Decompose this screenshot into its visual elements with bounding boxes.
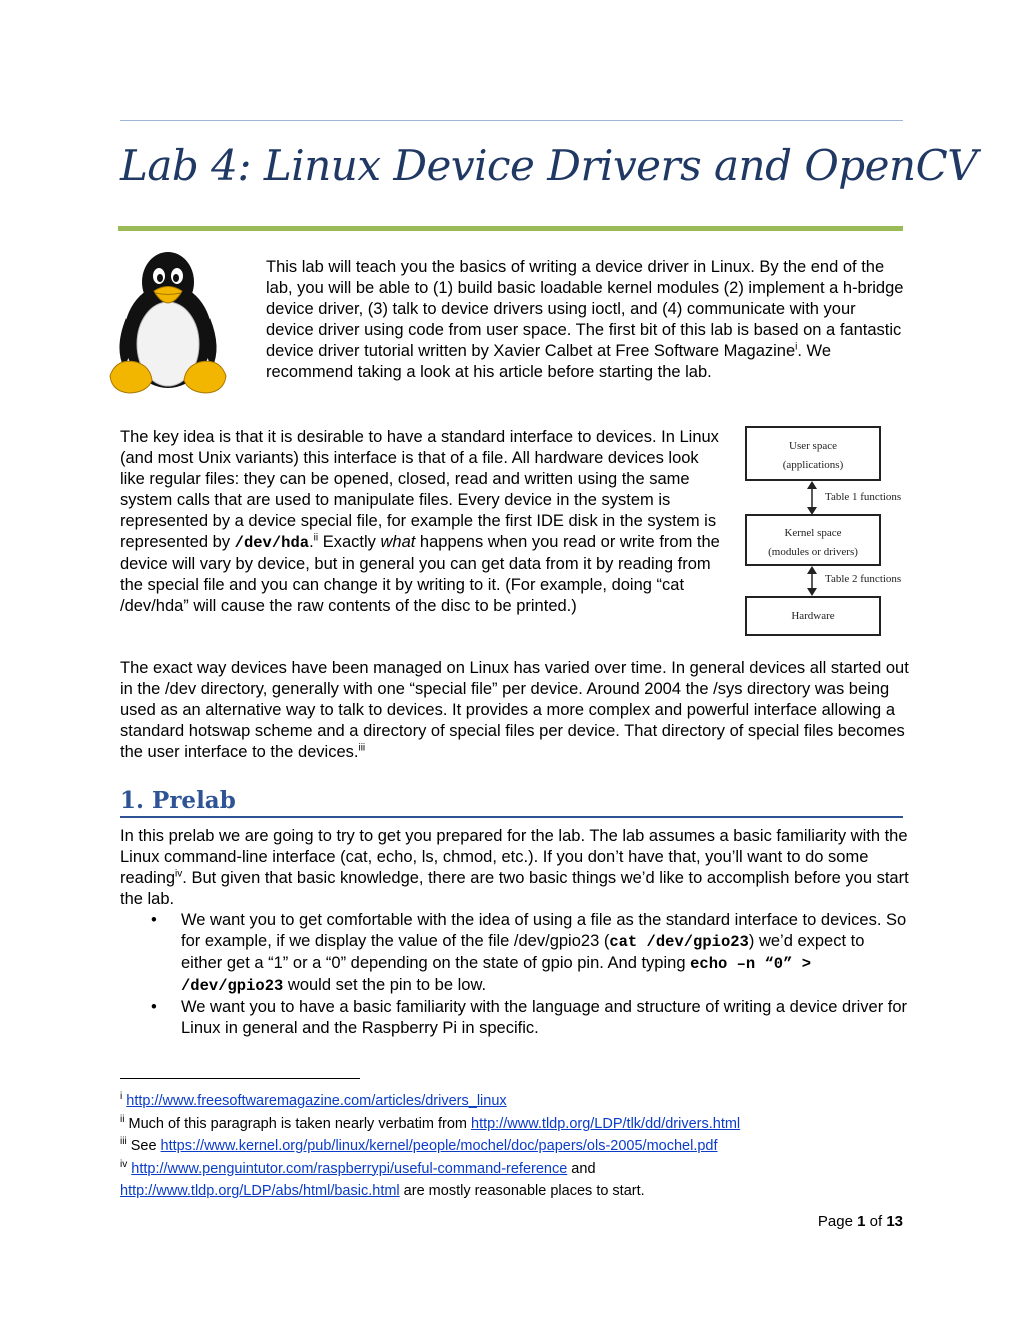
bullet-text: ) we’d expect to either get a “1” or a “0” depending on the state of gpio pin. And typing — [181, 932, 865, 972]
footnote-ref[interactable]: ii — [313, 532, 319, 544]
key-idea-period: . — [309, 533, 314, 551]
prelab-goals-list — [120, 910, 910, 1039]
user-space-label: User space — [789, 440, 837, 452]
footnote-text: Much of this paragraph is taken nearly verbatim from — [128, 1115, 471, 1132]
footnote-link[interactable]: http://www.penguintutor.com/raspberrypi/useful-command-reference — [131, 1160, 568, 1177]
history-paragraph — [120, 658, 910, 763]
footnote-text: and — [567, 1160, 596, 1177]
footnote-ref[interactable]: i — [795, 341, 798, 353]
emphasis: what — [380, 533, 416, 551]
intro-text-tail: . We recommend taking a look at his article before starting the lab. — [266, 342, 832, 381]
footnote-mark: i — [120, 1091, 123, 1103]
bullet-text: We want you to have a basic familiarity with the language and structure of writing a device driver for Linux in general and the Raspberry Pi in specific. — [181, 998, 908, 1037]
footnote-4 — [120, 1158, 910, 1181]
footnote-mark: ii — [120, 1113, 125, 1125]
footnote-mark: iv — [120, 1158, 128, 1170]
list-item — [120, 997, 910, 1039]
list-item — [120, 910, 910, 997]
footnote-text: are mostly reasonable places to start. — [399, 1183, 645, 1199]
bullet-text: We want you to get comfortable with the idea of using a file as the standard interface to devices. So for example, if we display the value of the file /dev/gpio23 ( — [181, 911, 907, 950]
key-idea-text: happens when you read or write from the device will vary by device, but in general you can get data from it by reading from the special file and you can change it by writing to it. (For example, doing “cat /dev/hda” will cause the raw contents of the disc to be printed.) — [120, 533, 720, 615]
intro-text: This lab will teach you the basics of writing a device driver in Linux. By the end of the lab, you will be able to (1) build basic loadable kernel modules (2) implement a h-bridge device driver, (3) talk to device drivers using ioctl, and (4) communicate with your device driver using code from user space. The first bit of this lab is based on a fantastic device driver tutorial written by Xavier Calbet at Free Software Magazine — [266, 258, 904, 360]
footnote-link[interactable]: http://www.tldp.org/LDP/tlk/dd/drivers.html — [471, 1115, 741, 1132]
top-divider — [120, 120, 903, 121]
kernel-space-label: Kernel space — [784, 527, 842, 539]
inline-code: echo –n “0” > /dev/gpio23 — [181, 955, 812, 995]
modules-label: (modules or drivers) — [768, 546, 858, 558]
footnote-link[interactable]: http://www.freesoftwaremagazine.com/articles/drivers_linux — [126, 1093, 507, 1109]
table2-functions-label: Table 2 functions — [825, 573, 902, 585]
title-divider — [118, 226, 903, 231]
footnote-link[interactable]: http://www.tldp.org/LDP/abs/html/basic.html — [120, 1183, 400, 1199]
footnote-divider — [120, 1078, 360, 1079]
history-text: The exact way devices have been managed on Linux has varied over time. In general devices all started out in the /dev directory, generally with one “special file” per device. Around 2004 the /sys directory was being used as an alternative way to talk to devices. It provides a more complex and powerful interface allowing a standard hotswap scheme and a directory of special files per device. That directory of special files becomes the user interface to the devices. — [120, 659, 909, 761]
prelab-intro-text: In this prelab we are going to try to get you prepared for the lab. The lab assumes a basic familiarity with the Linux command-line interface (cat, echo, ls, chmod, etc.). If you don’t have that, you’ll want to do some reading — [120, 827, 908, 887]
footnote-mark: iii — [120, 1136, 127, 1148]
intro-paragraph — [266, 257, 904, 383]
tux-penguin-icon — [106, 248, 230, 398]
user-space-box — [745, 426, 881, 481]
double-arrow-icon — [804, 481, 820, 515]
key-idea-text: Exactly — [318, 533, 381, 551]
applications-label: (applications) — [782, 459, 844, 471]
footnote-1 — [120, 1090, 910, 1113]
total-pages: 13 — [886, 1213, 903, 1230]
double-arrow-icon — [804, 566, 820, 596]
inline-code: /dev/hda — [234, 534, 310, 552]
table1-functions-label: Table 1 functions — [825, 491, 902, 503]
section-heading-prelab: 1. Prelab — [120, 787, 236, 814]
bullet-icon: • — [151, 911, 157, 929]
bullet-icon: • — [151, 998, 157, 1016]
page-label: Page — [817, 1213, 853, 1230]
bullet-text: would set the pin to be low. — [283, 976, 487, 994]
footnote-link[interactable]: https://www.kernel.org/pub/linux/kernel/people/mochel/doc/papers/ols-2005/mochel.pdf — [160, 1138, 718, 1154]
hardware-box: Hardware — [745, 596, 881, 636]
prelab-section — [120, 826, 910, 1039]
footnote-3 — [120, 1135, 910, 1158]
footnote-ref[interactable]: iv — [175, 868, 183, 880]
footnote-ref[interactable]: iii — [358, 742, 366, 754]
footnote-4-continued — [120, 1180, 910, 1203]
page-of-label: of — [869, 1213, 883, 1230]
key-idea-text: The key idea is that it is desirable to have a standard interface to devices. In Linux (and most Unix variants) this interface is that of a file. All hardware devices look like regular files: they can be opened, closed, read and written using the same system calls that are used to manipulate files. Every device in the system is represented by a device special file, for example the first IDE disk in the system is represented by — [120, 428, 719, 551]
page-title: Lab 4: Linux Device Drivers and OpenCV — [120, 141, 978, 190]
footnote-text: See — [130, 1138, 161, 1154]
section-divider — [120, 816, 903, 818]
prelab-intro-tail: . But given that basic knowledge, there are two basic things we’d like to accomplish before you start the lab. — [120, 869, 909, 908]
current-page: 1 — [857, 1213, 866, 1230]
page-number — [700, 1213, 903, 1230]
footnotes — [120, 1090, 910, 1203]
footnote-2 — [120, 1113, 910, 1136]
layer-diagram — [740, 423, 910, 641]
key-idea-paragraph — [120, 427, 724, 617]
inline-code: cat /dev/gpio23 — [609, 933, 749, 951]
kernel-space-box — [745, 514, 881, 566]
